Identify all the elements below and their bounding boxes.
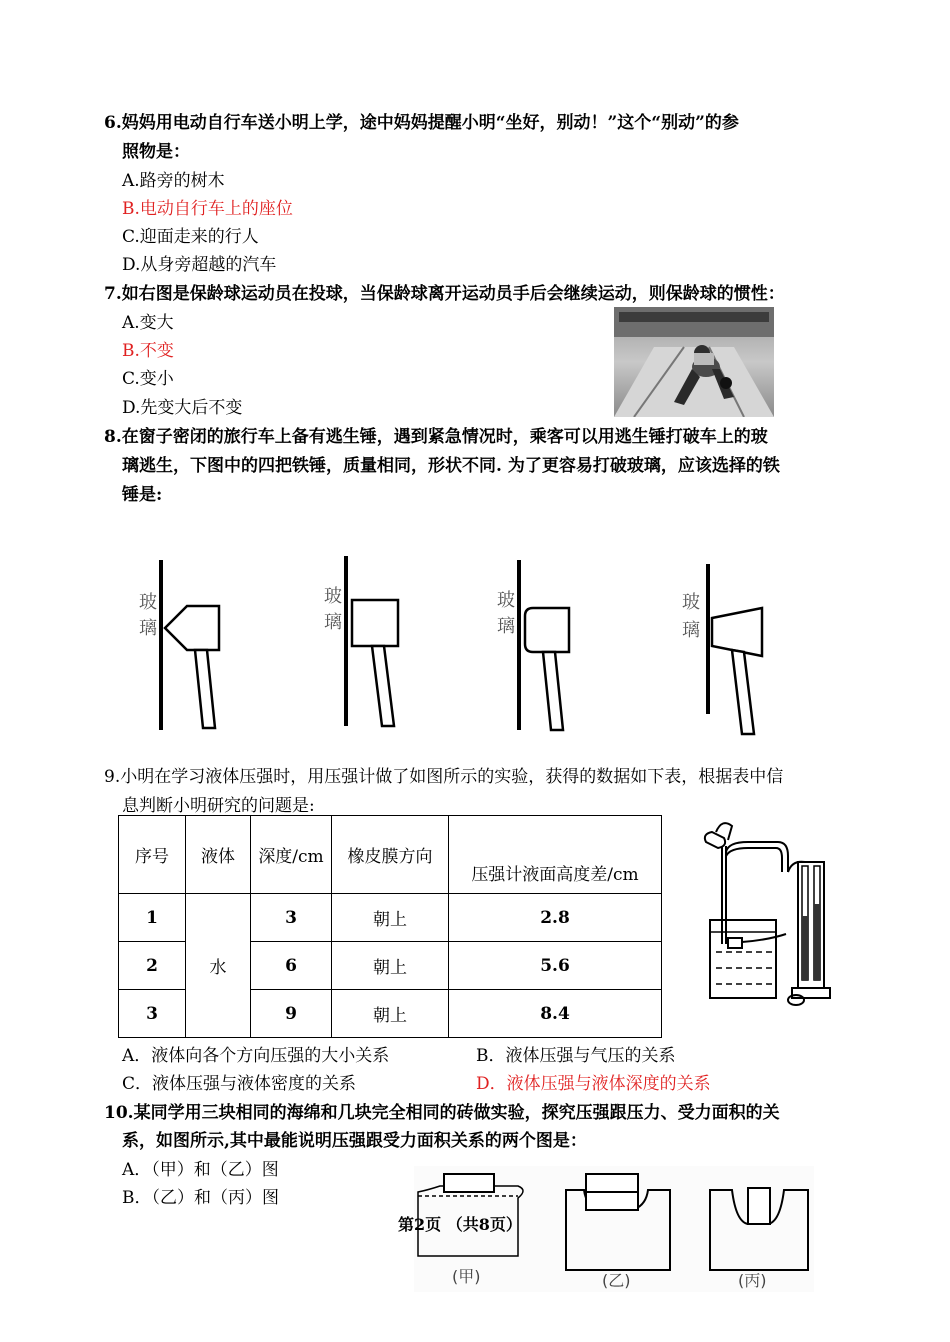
q10-stem-line2: 系，如图所示,其中最能说明压强跟受力面积关系的两个图是： bbox=[122, 1131, 587, 1151]
svg-text:玻: 玻 bbox=[497, 590, 515, 611]
svg-text:玻: 玻 bbox=[682, 592, 700, 613]
q6-option-a: A.路旁的树木 bbox=[122, 171, 225, 191]
hammer-figure-b bbox=[322, 550, 442, 740]
hammer-figure-d bbox=[682, 556, 802, 746]
q6-option-c: C.迎面走来的行人 bbox=[122, 227, 259, 247]
liquid-cell: 水 bbox=[186, 894, 251, 1038]
glass-label-top: 玻 bbox=[139, 592, 157, 613]
svg-text:璃: 璃 bbox=[682, 620, 700, 641]
svg-text:玻: 玻 bbox=[324, 586, 342, 607]
q6-option-b: B.电动自行车上的座位 bbox=[122, 199, 293, 219]
q6-stem-line1: 6.妈妈用电动自行车送小明上学，途中妈妈提醒小明“坐好，别动！”这个“别动”的参 bbox=[104, 113, 739, 133]
q8-stem-line1: 8.在窗子密闭的旅行车上备有逃生锤，遇到紧急情况时，乘客可以用逃生锤打破车上的玻 bbox=[104, 427, 768, 447]
q9-stem-line2: 息判断小明研究的问题是: bbox=[122, 796, 315, 816]
pressure-gauge-figure bbox=[688, 812, 838, 1008]
q7-option-b: B.不变 bbox=[122, 341, 174, 361]
table-row: 2 6 朝上 5.6 bbox=[119, 942, 662, 990]
pressure-data-table bbox=[118, 815, 662, 1038]
hammer-figure-a bbox=[135, 550, 255, 740]
q10-stem-line1: 10.某同学用三块相同的海绵和几块完全相同的砖做实验，探究压强跟压力、受力面积的关 bbox=[104, 1103, 780, 1123]
table-row: 3 9 朝上 8.4 bbox=[119, 990, 662, 1038]
figure-label-yi: (乙) bbox=[602, 1271, 631, 1290]
q9-option-b: B．液体压强与气压的关系 bbox=[476, 1046, 676, 1066]
q7-option-a: A.变大 bbox=[122, 313, 174, 333]
q7-stem-line1: 7.如右图是保龄球运动员在投球，当保龄球离开运动员手后会继续运动，则保龄球的惯性： bbox=[104, 284, 785, 304]
q10-option-b: B．（乙）和（丙）图 bbox=[122, 1188, 279, 1208]
q7-option-c: C.变小 bbox=[122, 369, 174, 389]
svg-text:璃: 璃 bbox=[497, 616, 515, 637]
q9-option-d: D．液体压强与液体深度的关系 bbox=[476, 1074, 711, 1094]
table-row: 1 水 3 朝上 2.8 bbox=[119, 894, 662, 942]
q9-stem-line1: 9.小明在学习液体压强时，用压强计做了如图所示的实验，获得的数据如下表，根据表中信 bbox=[104, 767, 784, 787]
q6-option-d: D.从身旁超越的汽车 bbox=[122, 255, 277, 275]
q10-option-a: A．（甲）和（乙）图 bbox=[122, 1160, 279, 1180]
q9-option-c: C．液体压强与液体密度的关系 bbox=[122, 1074, 357, 1094]
q7-option-d: D.先变大后不变 bbox=[122, 398, 243, 418]
q6-stem-line2: 照物是： bbox=[122, 142, 190, 162]
page-footer: 第2页 （共8页） bbox=[398, 1215, 522, 1234]
header-depth: 深度/cm bbox=[251, 816, 332, 894]
q8-stem-line2: 璃逃生，下图中的四把铁锤，质量相同，形状不同. 为了更容易打破玻璃，应该选择的铁 bbox=[122, 456, 780, 476]
figure-label-bing: (丙) bbox=[738, 1271, 767, 1290]
header-height-diff: 压强计液面高度差/cm bbox=[449, 816, 662, 894]
header-no: 序号 bbox=[119, 816, 186, 894]
hammer-figure-c bbox=[495, 550, 615, 740]
header-direction: 橡皮膜方向 bbox=[332, 816, 449, 894]
q9-option-a: A．液体向各个方向压强的大小关系 bbox=[122, 1046, 390, 1066]
svg-text:璃: 璃 bbox=[324, 612, 342, 633]
q8-stem-line3: 锤是: bbox=[122, 485, 163, 505]
figure-label-jia: (甲) bbox=[452, 1267, 481, 1286]
bowling-photo bbox=[614, 307, 774, 417]
glass-label-bottom: 璃 bbox=[139, 618, 157, 639]
header-liquid: 液体 bbox=[186, 816, 251, 894]
